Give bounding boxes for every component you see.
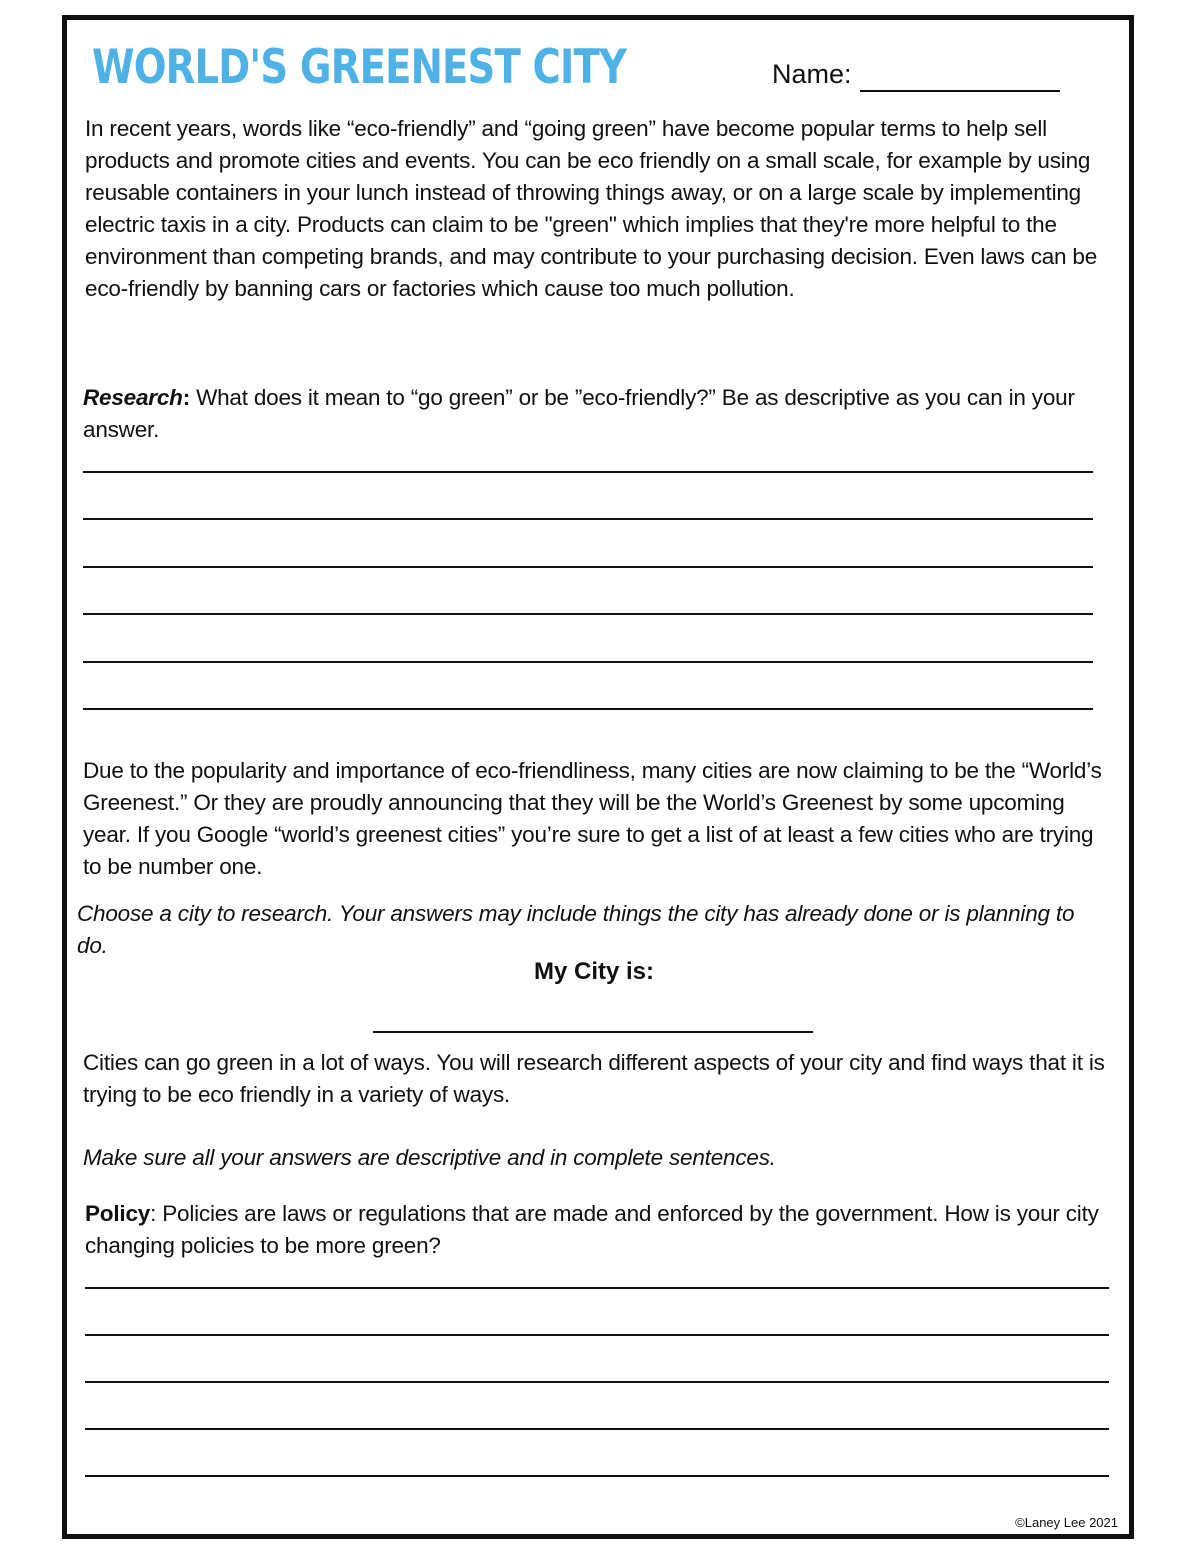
research-colon: : (182, 385, 191, 410)
policy-label: Policy (85, 1201, 151, 1226)
research-label: Research (83, 385, 183, 410)
policy-answer-line-5[interactable] (85, 1475, 1109, 1477)
research-question: What does it mean to “go green” or be ”eco-friendly?” Be as descriptive as you can in your answer. (83, 385, 1075, 442)
research-answer-line-4[interactable] (83, 613, 1093, 615)
copyright-notice: ©Laney Lee 2021 (1015, 1515, 1118, 1530)
policy-prompt (85, 1198, 1125, 1262)
policy-answer-line-2[interactable] (85, 1334, 1109, 1336)
research-answer-line-3[interactable] (83, 566, 1093, 568)
worksheet-title: WORLD'S GREENEST CITY (92, 40, 627, 95)
policy-answer-line-1[interactable] (85, 1287, 1109, 1289)
research-answer-line-2[interactable] (83, 518, 1093, 520)
name-field (772, 56, 1060, 92)
research-prompt (83, 382, 1083, 446)
choose-city-instruction: Choose a city to research. Your answers may include things the city has already done or is planning to do. (77, 901, 1075, 958)
research-answer-line-5[interactable] (83, 661, 1093, 663)
name-blank-line[interactable] (860, 62, 1060, 92)
intro-paragraph: In recent years, words like “eco-friendly” and “going green” have become popular terms to help sell products and promote cities and events. You can be eco friendly on a small scale, for example by using reusable containers in your lunch instead of throwing things away, or on a large scale by implementing electric taxis in a city. Products can claim to be "green" which implies that they're more helpful to the environment than competing brands, and may contribute to your purchasing decision. Even laws can be eco-friendly by banning cars or factories which cause too much pollution. (85, 116, 1098, 301)
research-answer-line-6[interactable] (83, 708, 1093, 710)
greenest-paragraph: Due to the popularity and importance of eco-friendliness, many cities are now claiming to be the “World’s Greenest.” Or they are proudly announcing that they will be the World’s Greenest by some upcoming year. If you Google “world’s greenest cities” you’re sure to get a list of at least a few cities who are trying to be number one. (83, 758, 1102, 879)
my-city-blank-line[interactable] (373, 1031, 813, 1033)
policy-question: : Policies are laws or regulations that are made and enforced by the government. How is your city changing policies to be more green? (85, 1201, 1099, 1258)
name-label: Name: (772, 59, 852, 89)
research-answer-line-1[interactable] (83, 471, 1093, 473)
policy-answer-line-4[interactable] (85, 1428, 1109, 1430)
policy-answer-line-3[interactable] (85, 1381, 1109, 1383)
sentences-instruction: Make sure all your answers are descriptive and in complete sentences. (83, 1145, 776, 1170)
cities-paragraph: Cities can go green in a lot of ways. You will research different aspects of your city and find ways that it is trying to be eco friendly in a variety of ways. (83, 1050, 1105, 1107)
my-city-heading: My City is: (533, 958, 655, 985)
